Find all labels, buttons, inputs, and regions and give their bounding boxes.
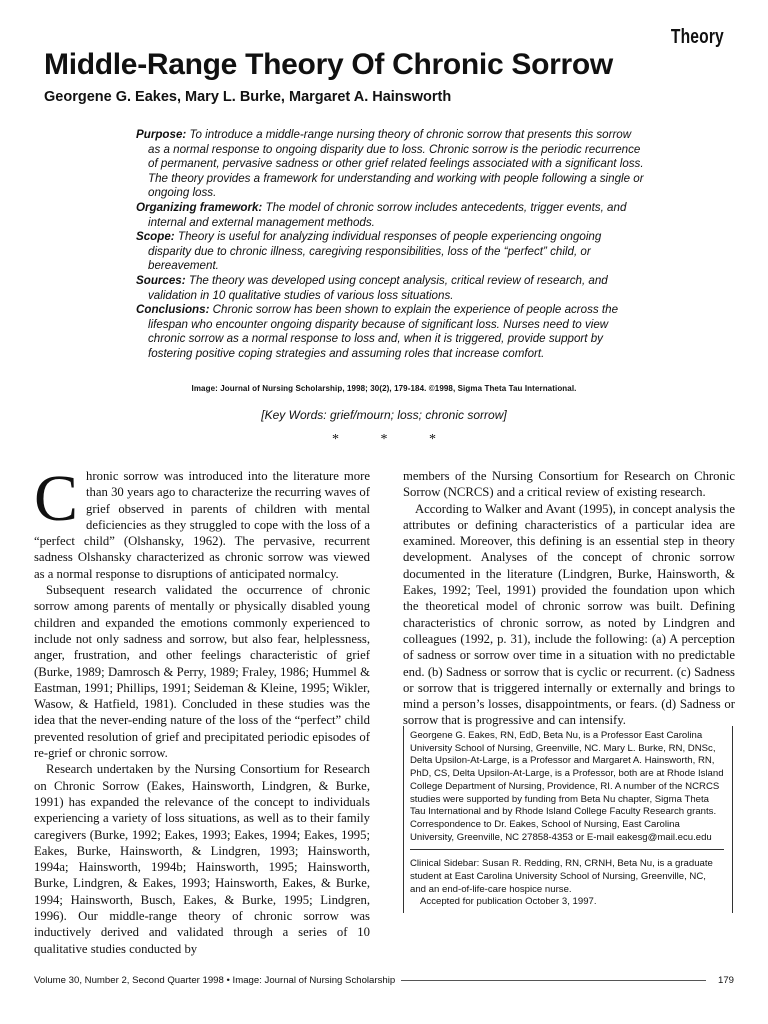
purpose-text: To introduce a middle-range nursing theory of chronic sorrow that presents this sorrow as a normal response to ongoing disparity due to loss. Chronic sorrow is the periodic recurrence of permanent, pervasive sadness or other grief related feelings associated with a significant loss. The theory provides a framework for understanding and working with people following a single or ongoing loss. bbox=[148, 128, 644, 200]
body-paragraph: members of the Nursing Consortium for Research on Chronic Sorrow (NCRCS) and a critical review of existing research. bbox=[403, 469, 735, 500]
conclusions-text: Chronic sorrow has been shown to explain the experience of people across the lifespan who encounter ongoing disparity because of significant loss. Nurses need to view chronic sorrow as a normal response to loss and, when it is triggered, provide support by fostering positive coping strategies and assuming roles that increase comfort. bbox=[148, 303, 619, 360]
clinical-sidebar-note: Clinical Sidebar: Susan R. Redding, RN, CRNH, Beta Nu, is a graduate student at East Carolina University School of Nursing, Greenville, NC, and an end-of-life-care hospice nurse. bbox=[410, 858, 713, 895]
article-title: Middle-Range Theory Of Chronic Sorrow bbox=[44, 48, 613, 81]
footer-rule bbox=[401, 980, 706, 981]
author-info-box bbox=[403, 726, 733, 913]
section-separator: * * * bbox=[332, 432, 436, 447]
body-paragraph bbox=[34, 462, 370, 582]
body-paragraph: According to Walker and Avant (1995), in concept analysis the attributes or defining characteristics of a particular idea are examined. Moreover, this defining is an essential step in theory development. Analyses of the concept of chronic sorrow documented in the literature (Lindgren, Burke, Hainsworth, & Eakes, 1992; Teel, 1991) provided the foundation upon which the theoretical model of chronic sorrow was built. Defining characteristics of chronic sorrow, as noted by Lindgren and colleagues (1992, p. 31), include the following: (a) A perception of sadness or sorrow over time in a situation with no predictable end. (b) Sadness or sorrow that is cyclic or recurrent. (c) Sadness or sorrow that is triggered internally or externally and brings to mind a person’s losses, disappointments, or fears. (d) Sadness or sorrow that is progressive and can intensify. bbox=[403, 501, 735, 728]
scope-label: Scope: bbox=[136, 230, 175, 244]
abstract-sources bbox=[136, 274, 644, 303]
page-number: 179 bbox=[717, 975, 734, 986]
scope-text: Theory is useful for analyzing individual responses of people experiencing ongoing disparity due to chronic illness, caregiving responsibilities, loss of the “perfect” child, or bereavement. bbox=[148, 230, 602, 273]
abstract-purpose bbox=[136, 128, 644, 201]
body-paragraph: Subsequent research validated the occurrence of chronic sorrow among parents of mentally or physically disabled young children and expanded the emotions commonly experienced to include not only sadness and sorrow, but also fear, helplessness, anger, frustration, and other feelings characteristic of grief (Burke, 1989; Damrosch & Perry, 1989; Fraley, 1986; Hummel & Eastman, 1991; Phillips, 1991; Seideman & Kleine, 1995; Wikler, Wasow, & Hatfield, 1981). Concluded in these studies was the idea that the never-ending nature of the loss of the “perfect” child prevented resolution of grief and precipitated periodic episodes of re-grief or chronic sorrow. bbox=[34, 583, 370, 761]
key-words: [Key Words: grief/mourn; loss; chronic sorrow] bbox=[261, 408, 507, 422]
sources-text: The theory was developed using concept analysis, critical review of research, and validation in 10 qualitative studies of various loss situations. bbox=[148, 273, 608, 302]
accepted-date: Accepted for publication October 3, 1997. bbox=[420, 896, 597, 908]
purpose-label: Purpose: bbox=[136, 128, 187, 141]
body-column-right bbox=[403, 468, 735, 729]
footer-volume: Volume 30, Number 2, Second Quarter 1998 • Image: Journal of Nursing Scholarship bbox=[34, 975, 396, 986]
sources-label: Sources: bbox=[136, 273, 186, 287]
author-bio: Georgene G. Eakes, RN, EdD, Beta Nu, is a Professor East Carolina University School of Nursing, Greenville, NC. Mary L. Burke, RN, DNSc, Delta Upsilon-At-Large, is a Professor and Margaret A. Hainsworth, RN, PhD, CS, Delta Upsilon-At-Large, is a Professor, both are at Rhode Island College Department of Nursing, Providence, RI. A number of the NCRCS studies were supported by funding from Beta Nu chapter, Sigma Theta Tau International and by Rhode Island College Faculty Research grants. Correspondence to Dr. Eakes, School of Nursing, East Carolina University, Greenville, NC 27858-4353 or E-mail eakesg@mail.ecu.edu bbox=[410, 730, 724, 850]
body-column-left bbox=[34, 462, 370, 957]
body-paragraph: Research undertaken by the Nursing Consortium for Research on Chronic Sorrow (Eakes, Hainsworth, Lindgren, & Burke, 1991) has expanded the relevance of the concept to individuals experiencing a variety of loss situations, as well as to their family caregivers (Burke, 1992; Eakes, 1993; Eakes, 1994; Eakes, 1995; Eakes, Burke, Hainsworth, & Lindgren, 1993; Hainsworth, 1994a; Hainsworth, 1994b; Hainsworth, 1995; Hainsworth, Burke, Lindgren, & Eakes, 1993; Hainsworth, Eakes, & Burke, 1994; Hainsworth, Busch, Eakes, & Burke, 1995; Lindgren, 1996). Our middle-range theory of chronic sorrow was inductively derived and validated through a series of 10 qualitative studies conducted by bbox=[34, 762, 370, 956]
drop-cap: C bbox=[34, 462, 79, 535]
paragraph-text: hronic sorrow was introduced into the literature more than 30 years ago to characterize the recurring waves of grief observed in parents of children with mental deficiencies as they struggled to cope with the loss of a “perfect child” (Olshansky, 1962). The pervasive, recurrent sadness Olshansky characterized as chronic sorrow was viewed as a normal response to disruptions of anticipated normalcy. bbox=[34, 469, 370, 581]
framework-label: Organizing framework: bbox=[136, 200, 263, 214]
conclusions-label: Conclusions: bbox=[136, 303, 210, 317]
abstract bbox=[136, 128, 644, 362]
section-tag: Theory bbox=[671, 26, 724, 48]
abstract-scope bbox=[136, 230, 644, 274]
article-authors: Georgene G. Eakes, Mary L. Burke, Margaret A. Hainsworth bbox=[44, 89, 452, 105]
page-footer bbox=[34, 975, 734, 986]
abstract-framework bbox=[136, 201, 644, 230]
journal-citation: Image: Journal of Nursing Scholarship, 1998; 30(2), 179-184. ©1998, Sigma Theta Tau International. bbox=[191, 384, 577, 393]
abstract-conclusions bbox=[136, 303, 644, 361]
framework-text: The model of chronic sorrow includes antecedents, trigger events, and internal and external management methods. bbox=[148, 200, 627, 229]
